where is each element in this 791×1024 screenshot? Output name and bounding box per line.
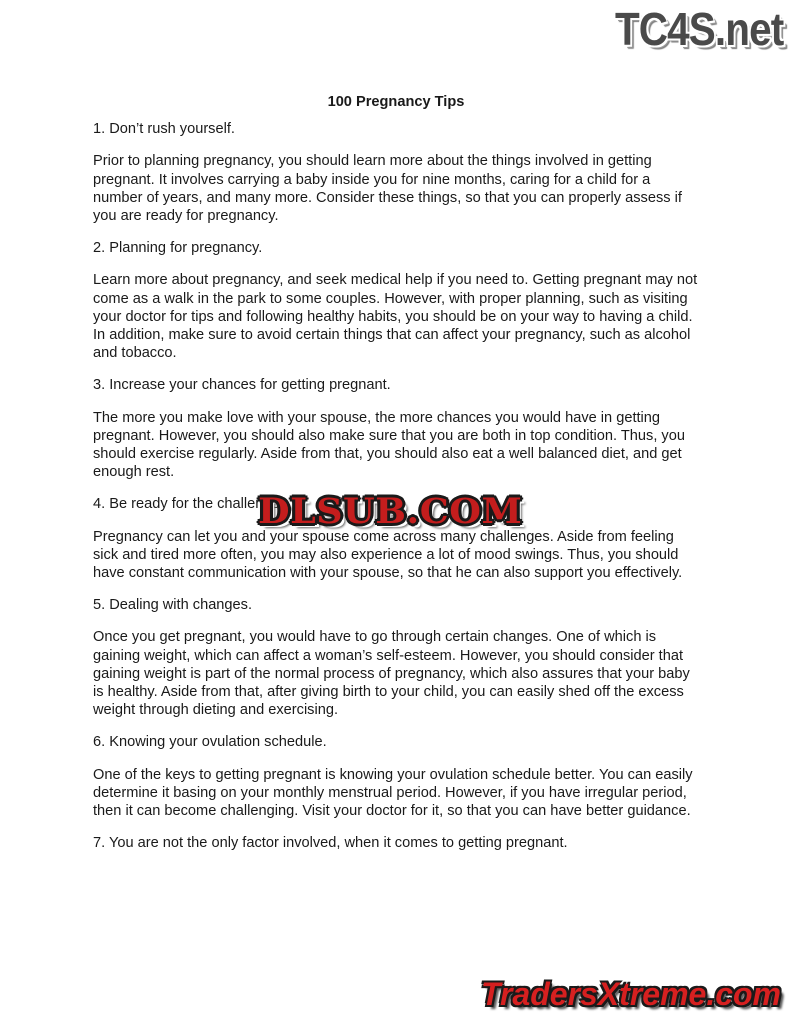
section-heading: 5. Dealing with changes. <box>93 597 253 614</box>
section-5 <box>93 596 699 719</box>
section-3 <box>93 376 699 481</box>
section-paragraph: Pregnancy can let you and your spouse come across many challenges. Aside from feeling sick and tired more often, you may also experience a lot of mood swings. Thus, you should have constant communication with your spouse, so that he can also support you effectively. <box>93 528 683 582</box>
section-heading: 1. Don’t rush yourself. <box>93 121 235 138</box>
section-paragraph: One of the keys to getting pregnant is knowing your ovulation schedule better. You can easily determine it basing on your monthly menstrual period. However, if you have irregular period, then it can become challenging. Visit your doctor for it, so that you can have better guidance. <box>93 766 693 820</box>
section-paragraph: Once you get pregnant, you would have to go through certain changes. One of which is gaining weight, which can affect a woman’s self-esteem. However, you should consider that gaining weight is part of the normal process of pregnancy, which also assures that your baby is healthy. Aside from that, after giving birth to your child, you can easily shed off the excess weight through dieting and exercising. <box>93 629 690 719</box>
section-7 <box>93 834 699 852</box>
section-heading: 3. Increase your chances for getting pregnant. <box>93 377 391 394</box>
section-paragraph: The more you make love with your spouse, the more chances you would have in getting pregnant. However, you should also make sure that you are both in top condition. Thus, you should exercise regularly. Aside from that, you should also eat a well balanced diet, and get enough rest. <box>93 409 685 481</box>
tc4s-logo: TC4S.net <box>614 3 783 55</box>
document-title: 100 Pregnancy Tips <box>327 94 465 110</box>
section-paragraph: Prior to planning pregnancy, you should learn more about the things involved in getting pregnant. It involves carrying a baby inside you for nine months, caring for a child for a number of years, and many more. Consider these things, so that you can properly assess if you are ready for pregnancy. <box>93 153 682 225</box>
dlsub-watermark: DLSUB.COM <box>258 491 523 532</box>
section-heading: 6. Knowing your ovulation schedule. <box>93 734 327 751</box>
section-heading: 2. Planning for pregnancy. <box>93 240 263 257</box>
section-1 <box>93 120 699 225</box>
section-paragraph: Learn more about pregnancy, and seek medical help if you need to. Getting pregnant may not come as a walk in the park to some couples. However, with proper planning, such as visiting your doctor for tips and following healthy habits, you should be on your way to having a child. In addition, make sure to avoid certain things that can affect your pregnancy, such as alcohol and tobacco. <box>93 272 698 362</box>
section-heading: 4. Be ready for the challenges. <box>93 496 291 513</box>
document-body <box>93 93 699 867</box>
section-6 <box>93 733 699 820</box>
section-2 <box>93 239 699 362</box>
section-heading: 7. You are not the only factor involved, when it comes to getting pregnant. <box>93 835 568 852</box>
tradersxtreme-watermark: TradersXtreme.com <box>481 976 781 1012</box>
